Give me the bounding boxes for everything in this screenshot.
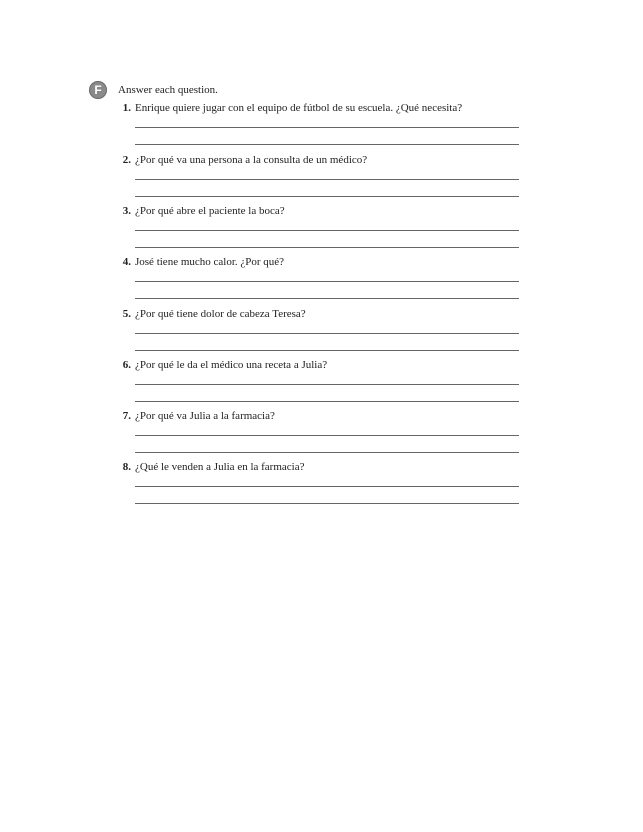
answer-line[interactable]	[135, 247, 519, 248]
answer-line[interactable]	[135, 452, 519, 453]
answer-line[interactable]	[135, 298, 519, 299]
question-text: ¿Qué le venden a Julia en la farmacia?	[135, 461, 305, 473]
question-number: 8.	[122, 461, 131, 473]
question-item	[0, 461, 643, 509]
question-number: 1.	[122, 102, 131, 114]
question-item	[0, 359, 643, 407]
answer-line[interactable]	[135, 333, 519, 334]
answer-line[interactable]	[135, 503, 519, 504]
question-number: 7.	[122, 410, 131, 422]
question-text: Enrique quiere jugar con el equipo de fútbol de su escuela. ¿Qué necesita?	[135, 102, 463, 114]
question-item	[0, 154, 643, 202]
answer-line[interactable]	[135, 435, 519, 436]
question-item	[0, 410, 643, 458]
question-item	[0, 205, 643, 253]
answer-line[interactable]	[135, 401, 519, 402]
answer-line[interactable]	[135, 384, 519, 385]
question-text: ¿Por qué va una persona a la consulta de un médico?	[135, 154, 368, 166]
answer-line[interactable]	[135, 350, 519, 351]
answer-line[interactable]	[135, 281, 519, 282]
question-text: ¿Por qué tiene dolor de cabeza Teresa?	[135, 308, 306, 320]
question-text: ¿Por qué le da el médico una receta a Julia?	[135, 359, 328, 371]
answer-line[interactable]	[135, 196, 519, 197]
question-number: 6.	[122, 359, 131, 371]
section-letter: F	[94, 83, 102, 97]
question-number: 4.	[122, 256, 131, 268]
instructions-text: Answer each question.	[118, 84, 218, 96]
answer-line[interactable]	[135, 127, 519, 128]
question-text: José tiene mucho calor. ¿Por qué?	[135, 256, 285, 268]
answer-line[interactable]	[135, 230, 519, 231]
question-text: ¿Por qué abre el paciente la boca?	[135, 205, 285, 217]
question-text: ¿Por qué va Julia a la farmacia?	[135, 410, 275, 422]
question-item	[0, 102, 643, 150]
question-number: 2.	[122, 154, 131, 166]
section-letter-badge	[89, 81, 107, 99]
answer-line[interactable]	[135, 179, 519, 180]
question-number: 5.	[122, 308, 131, 320]
question-number: 3.	[122, 205, 131, 217]
answer-line[interactable]	[135, 144, 519, 145]
question-item	[0, 308, 643, 356]
answer-line[interactable]	[135, 486, 519, 487]
question-item	[0, 256, 643, 304]
